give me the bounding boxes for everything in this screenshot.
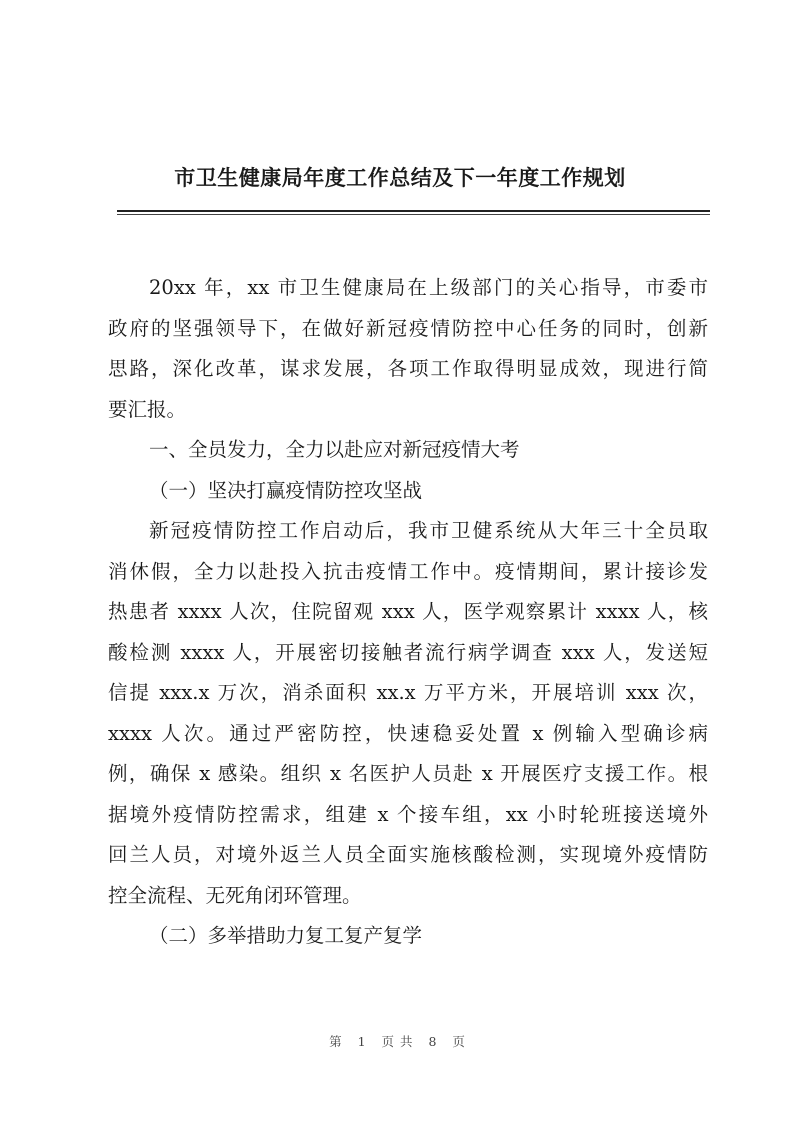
body-line: 热患者 xxxx 人次，住院留观 xxx 人，医学观察累计 xxxx 人，核 [108, 600, 708, 623]
title-underline-thick [117, 210, 710, 212]
document-body [108, 268, 708, 957]
body-line: 回兰人员，对境外返兰人员全面实施核酸检测，实现境外疫情防 [108, 843, 708, 866]
body-line: （二）多举措助力复工复产复学 [149, 924, 423, 947]
body-line: 一、全员发力，全力以赴应对新冠疫情大考 [149, 438, 520, 461]
page-footer: 第 1 页共 8 页 [329, 1034, 471, 1049]
title-underline-thin [117, 214, 710, 215]
body-line: （一）坚决打赢疫情防控攻坚战 [149, 478, 423, 502]
body-line: 思路，深化改革，谋求发展，各项工作取得明显成效，现进行简 [108, 357, 708, 380]
document-title: 市卫生健康局年度工作总结及下一年度工作规划 [174, 165, 626, 190]
body-line: 消休假，全力以赴投入抗击疫情工作中。疫情期间，累计接诊发 [108, 559, 708, 583]
body-line: 政府的坚强领导下，在做好新冠疫情防控中心任务的同时，创新 [108, 316, 708, 340]
body-line: 信提 xxx.x 万次，消杀面积 xx.x 万平方米，开展培训 xxx 次， [108, 681, 708, 704]
body-line: 酸检测 xxxx 人，开展密切接触者流行病学调查 xxx 人，发送短 [108, 640, 708, 664]
body-line: 据境外疫情防控需求，组建 x 个接车组，xx 小时轮班接送境外 [108, 802, 708, 826]
body-line: 控全流程、无死角闭环管理。 [108, 883, 362, 907]
body-line: 例，确保 x 感染。组织 x 名医护人员赴 x 开展医疗支援工作。根 [108, 762, 708, 785]
body-line: 要汇报。 [108, 397, 187, 421]
body-line: 20xx 年，xx 市卫生健康局在上级部门的关心指导，市委市 [149, 276, 708, 299]
body-line: 新冠疫情防控工作启动后，我市卫健系统从大年三十全员取 [149, 519, 708, 542]
body-line: xxxx 人次。通过严密防控，快速稳妥处置 x 例输入型确诊病 [108, 721, 708, 745]
